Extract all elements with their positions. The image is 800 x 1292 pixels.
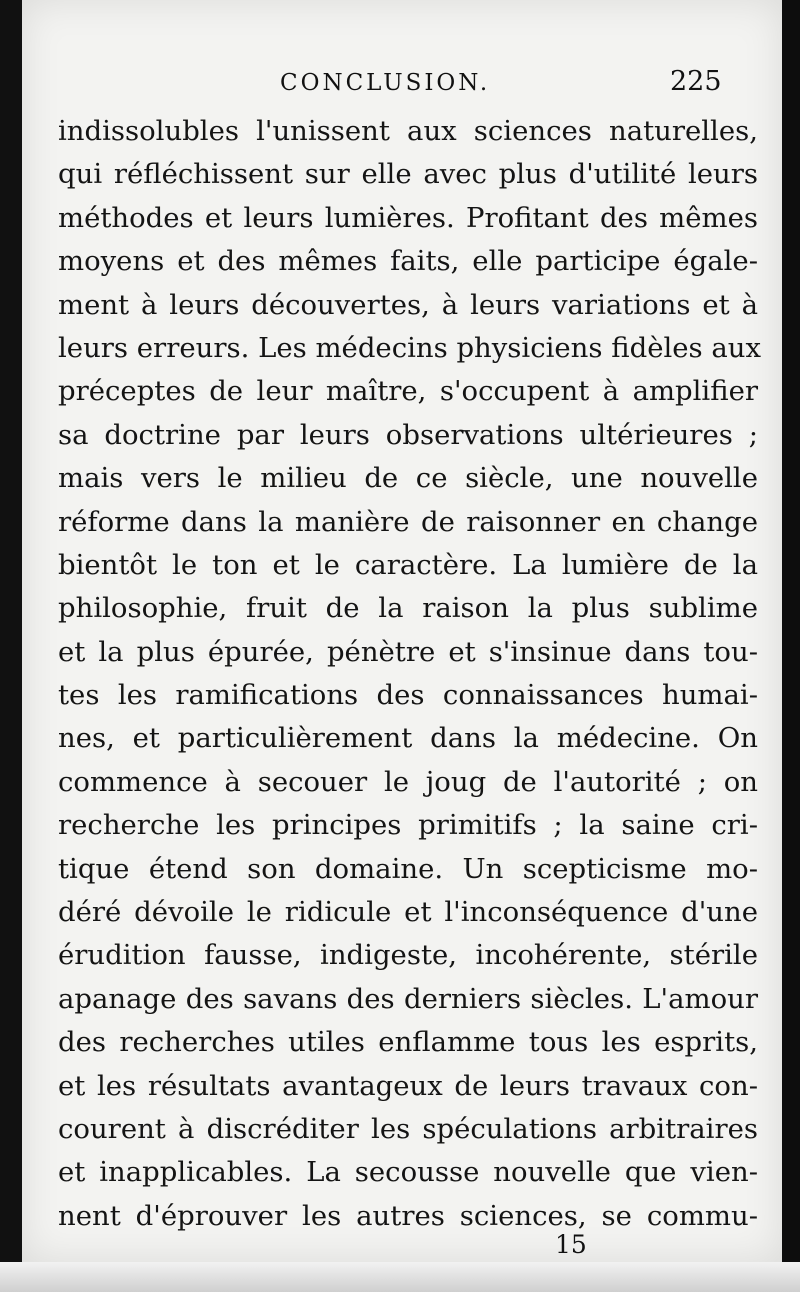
page-number: 225: [670, 66, 722, 97]
text-line: commence à secouer le joug de l'autorité ; on: [58, 765, 758, 798]
scan-border-bottom: [0, 1262, 800, 1292]
text-line: nent d'éprouver les autres sciences, se commu-: [58, 1199, 758, 1232]
text-line: et la plus épurée, pénètre et s'insinue dans tou-: [58, 635, 758, 668]
scan-border-left: [0, 0, 22, 1292]
text-line: mais vers le milieu de ce siècle, une nouvelle: [58, 462, 758, 495]
text-line: déré dévoile le ridicule et l'inconséquence d'une: [58, 896, 758, 929]
text-line: ment à leurs découvertes, à leurs variations et à: [58, 288, 758, 321]
text-line: érudition fausse, indigeste, incohérente, stérile: [58, 939, 758, 972]
text-line: moyens et des mêmes faits, elle participe égale-: [58, 245, 758, 278]
text-line: indissolubles l'unissent aux sciences naturelles,: [58, 115, 758, 147]
text-line: tes les ramifications des connaissances humai-: [58, 679, 758, 712]
text-line: bientôt le ton et le caractère. La lumière de la: [58, 548, 758, 581]
text-line: courent à discréditer les spéculations arbitraires: [58, 1112, 758, 1145]
text-line: et les résultats avantageux de leurs travaux con-: [58, 1069, 758, 1102]
text-line: qui réfléchissent sur elle avec plus d'utilité leurs: [58, 158, 758, 191]
signature-mark: 15: [555, 1230, 587, 1259]
body-text: [58, 110, 762, 1238]
text-line: sa doctrine par leurs observations ultérieures ;: [58, 418, 758, 451]
text-line: méthodes et leurs lumières. Profitant des mêmes: [58, 201, 758, 234]
text-line: tique étend son domaine. Un scepticisme mo-: [58, 852, 758, 885]
text-line: recherche les principes primitifs ; la saine cri-: [58, 809, 758, 842]
running-title: CONCLUSION.: [280, 70, 491, 96]
text-line: des recherches utiles enflamme tous les esprits,: [58, 1026, 758, 1059]
text-line: philosophie, fruit de la raison la plus sublime: [58, 592, 758, 625]
text-line: nes, et particulièrement dans la médecine. On: [58, 722, 758, 755]
text-line: et inapplicables. La secousse nouvelle que vien-: [58, 1156, 758, 1189]
page-header: [22, 66, 782, 110]
book-page: [22, 0, 782, 1262]
scan-border-right: [782, 0, 800, 1292]
text-line: leurs erreurs. Les médecins physiciens fidèles aux: [58, 331, 762, 364]
text-line: préceptes de leur maître, s'occupent à amplifier: [58, 375, 758, 408]
text-line: apanage des savans des derniers siècles. L'amour: [58, 982, 758, 1015]
text-line: réforme dans la manière de raisonner en change: [58, 505, 758, 538]
